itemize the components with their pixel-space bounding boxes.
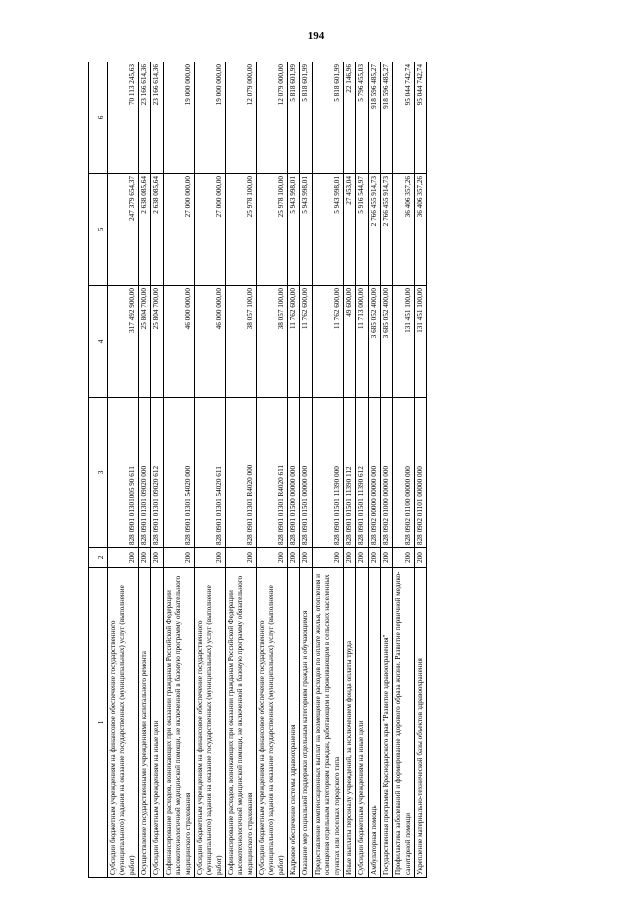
row-name-cell: Субсидии бюджетным учреждениям на иные цели (151, 568, 163, 878)
row-remaining-cell: 70 113 245,63 (108, 62, 139, 174)
row-executed-cell: 2 766 455 914,73 (380, 174, 392, 286)
row-plan-cell: 131 451 100,00 (393, 286, 415, 398)
row-plan-cell: 46 000 000,00 (194, 286, 225, 398)
row-code-cell: 200 (343, 548, 355, 568)
row-code-cell: 200 (415, 548, 427, 568)
row-executed-cell: 27 000 000,00 (194, 174, 225, 286)
table-row (139, 62, 151, 878)
header-col-3: 3 (89, 398, 108, 548)
row-plan-cell: 38 057 100,00 (257, 286, 288, 398)
header-col-5: 5 (89, 174, 108, 286)
table-row (163, 62, 194, 878)
table-row (356, 62, 368, 878)
table-row (393, 62, 415, 878)
table-row (194, 62, 225, 878)
table-row (257, 62, 288, 878)
row-executed-cell: 27 000 000,00 (163, 174, 194, 286)
row-remaining-cell: 95 044 742,74 (415, 62, 427, 174)
row-classifier-cell: 828 0901 01301005 90 611 (108, 398, 139, 548)
row-plan-cell: 11 762 600,00 (312, 286, 343, 398)
row-remaining-cell: 23 166 614,36 (139, 62, 151, 174)
row-executed-cell: 2 638 085,64 (151, 174, 163, 286)
row-name-cell: Субсидии бюджетным учреждениям на финансовое обеспечение государственного (муниципального) задания на оказание государственных (муниципальных) услуг (выполнение работ) (257, 568, 288, 878)
row-remaining-cell: 5 818 601,99 (312, 62, 343, 174)
table-body (108, 62, 427, 878)
rotated-content (88, 62, 598, 878)
row-executed-cell: 27 453,04 (343, 174, 355, 286)
row-code-cell: 200 (225, 548, 256, 568)
budget-execution-table (88, 62, 427, 878)
row-code-cell: 200 (194, 548, 225, 568)
row-classifier-cell: 828 0901 01301 54020 000 (163, 398, 194, 548)
row-classifier-cell: 828 0902 00000 00000 000 (368, 398, 380, 548)
row-executed-cell: 247 379 654,37 (108, 174, 139, 286)
row-classifier-cell: 828 0902 01101 00000 000 (415, 398, 427, 548)
row-executed-cell: 2 766 455 914,73 (368, 174, 380, 286)
row-remaining-cell: 22 146,96 (343, 62, 355, 174)
row-classifier-cell: 828 0901 01301 R4020 000 (225, 398, 256, 548)
header-row (89, 62, 108, 878)
row-remaining-cell: 12 079 000,00 (225, 62, 256, 174)
row-executed-cell: 36 406 357,26 (393, 174, 415, 286)
row-remaining-cell: 918 596 485,27 (368, 62, 380, 174)
row-code-cell: 200 (163, 548, 194, 568)
header-col-2: 2 (89, 548, 108, 568)
row-remaining-cell: 918 596 485,27 (380, 62, 392, 174)
row-classifier-cell: 828 0902 01000 00000 000 (380, 398, 392, 548)
row-plan-cell: 25 804 700,00 (139, 286, 151, 398)
row-classifier-cell: 828 0901 01500 00000 000 (288, 398, 300, 548)
row-executed-cell: 5 943 998,01 (312, 174, 343, 286)
row-classifier-cell: 828 0901 01501 11390 612 (356, 398, 368, 548)
row-code-cell: 200 (368, 548, 380, 568)
row-plan-cell: 317 492 900,00 (108, 286, 139, 398)
row-executed-cell: 25 978 100,00 (257, 174, 288, 286)
row-name-cell: Оказание мер социальной поддержки отдельным категориям граждан и обучающимся (300, 568, 312, 878)
table-row (368, 62, 380, 878)
header-col-6: 6 (89, 62, 108, 174)
row-code-cell: 200 (393, 548, 415, 568)
row-plan-cell: 25 804 700,00 (151, 286, 163, 398)
row-plan-cell: 131 451 100,00 (415, 286, 427, 398)
row-code-cell: 200 (151, 548, 163, 568)
row-classifier-cell: 828 0901 01301 R4020 611 (257, 398, 288, 548)
row-remaining-cell: 19 000 000,00 (194, 62, 225, 174)
row-executed-cell: 5 916 544,97 (356, 174, 368, 286)
row-plan-cell: 11 762 600,00 (288, 286, 300, 398)
table-row (380, 62, 392, 878)
row-executed-cell: 5 943 998,01 (288, 174, 300, 286)
row-classifier-cell: 828 0901 01501 00000 000 (300, 398, 312, 548)
row-executed-cell: 25 978 100,00 (225, 174, 256, 286)
row-plan-cell: 38 057 100,00 (225, 286, 256, 398)
row-classifier-cell: 828 0902 01100 00000 000 (393, 398, 415, 548)
row-code-cell: 200 (380, 548, 392, 568)
row-name-cell: Кадровое обеспечение системы здравоохранения (288, 568, 300, 878)
row-code-cell: 200 (312, 548, 343, 568)
row-remaining-cell: 19 000 000,00 (163, 62, 194, 174)
table-row (343, 62, 355, 878)
table-row (108, 62, 139, 878)
header-col-1: 1 (89, 568, 108, 878)
row-classifier-cell: 828 0901 01301 09020 612 (151, 398, 163, 548)
row-name-cell: Предоставление компенсационных выплат на возмещение расходов по оплате жилья, отопления и освещения отдельным категориям граждан, работающим и проживающим в сельских населенных пунктах или поселках городского типа (312, 568, 343, 878)
row-name-cell: Субсидии бюджетным учреждениям на иные цели (356, 568, 368, 878)
row-code-cell: 200 (139, 548, 151, 568)
table-row (415, 62, 427, 878)
row-plan-cell: 46 000 000,00 (163, 286, 194, 398)
row-name-cell: Укрепление материально-технической базы объектов здравоохранения (415, 568, 427, 878)
header-col-4: 4 (89, 286, 108, 398)
row-classifier-cell: 828 0901 01501 11390 000 (312, 398, 343, 548)
row-executed-cell: 36 406 357,26 (415, 174, 427, 286)
row-name-cell: Осуществление государственными учреждениями капитального ремонта (139, 568, 151, 878)
row-remaining-cell: 12 079 000,00 (257, 62, 288, 174)
row-code-cell: 200 (356, 548, 368, 568)
row-name-cell: Иные выплаты персоналу учреждений, за исключением фонда оплаты труда (343, 568, 355, 878)
table-row (288, 62, 300, 878)
row-plan-cell: 3 685 052 400,00 (368, 286, 380, 398)
row-remaining-cell: 5 818 601,99 (288, 62, 300, 174)
row-name-cell: Субсидии бюджетным учреждениям на финансовое обеспечение государственного (муниципального) задания на оказание государственных (муниципальных) услуг (выполнение работ) (194, 568, 225, 878)
row-plan-cell: 3 685 052 400,00 (380, 286, 392, 398)
row-classifier-cell: 828 0901 01301 54020 611 (194, 398, 225, 548)
row-name-cell: Государственная программа Краснодарского края "Развитие здравоохранения" (380, 568, 392, 878)
row-code-cell: 200 (288, 548, 300, 568)
row-remaining-cell: 5 818 601,99 (300, 62, 312, 174)
row-name-cell: Субсидии бюджетным учреждениям на финансовое обеспечение государственного (муниципального) задания на оказание государственных (муниципальных) услуг (выполнение работ) (108, 568, 139, 878)
table-row (225, 62, 256, 878)
row-plan-cell: 11 713 000,00 (356, 286, 368, 398)
row-name-cell: Амбулаторная помощь (368, 568, 380, 878)
table-row (312, 62, 343, 878)
row-executed-cell: 2 638 085,64 (139, 174, 151, 286)
table-row (300, 62, 312, 878)
row-classifier-cell: 828 0901 01301 09020 000 (139, 398, 151, 548)
row-executed-cell: 5 943 998,01 (300, 174, 312, 286)
row-plan-cell: 49 600,00 (343, 286, 355, 398)
table-row (151, 62, 163, 878)
row-name-cell: Софинансирование расходов, возникающих при оказании гражданам Российской Федерации высокотехнологичной медицинской помощи, не включенной в базовую программу обязательного медицинского страхования (225, 568, 256, 878)
row-code-cell: 200 (300, 548, 312, 568)
row-name-cell: Софинансирование расходов, возникающих при оказании гражданам Российской Федерации высокотехнологичной медицинской помощи, не включенной в базовую программу обязательного медицинского страхования (163, 568, 194, 878)
row-plan-cell: 11 762 600,00 (300, 286, 312, 398)
row-code-cell: 200 (257, 548, 288, 568)
row-code-cell: 200 (108, 548, 139, 568)
row-classifier-cell: 828 0901 01501 11390 112 (343, 398, 355, 548)
page-number: 194 (307, 30, 325, 42)
row-remaining-cell: 5 796 455,03 (356, 62, 368, 174)
row-name-cell: Профилактика заболеваний и формирование здорового образа жизни. Развитие первичной медико-санитарной помощи (393, 568, 415, 878)
rotated-table-area (88, 62, 598, 878)
row-remaining-cell: 95 044 742,74 (393, 62, 415, 174)
row-remaining-cell: 23 166 614,36 (151, 62, 163, 174)
